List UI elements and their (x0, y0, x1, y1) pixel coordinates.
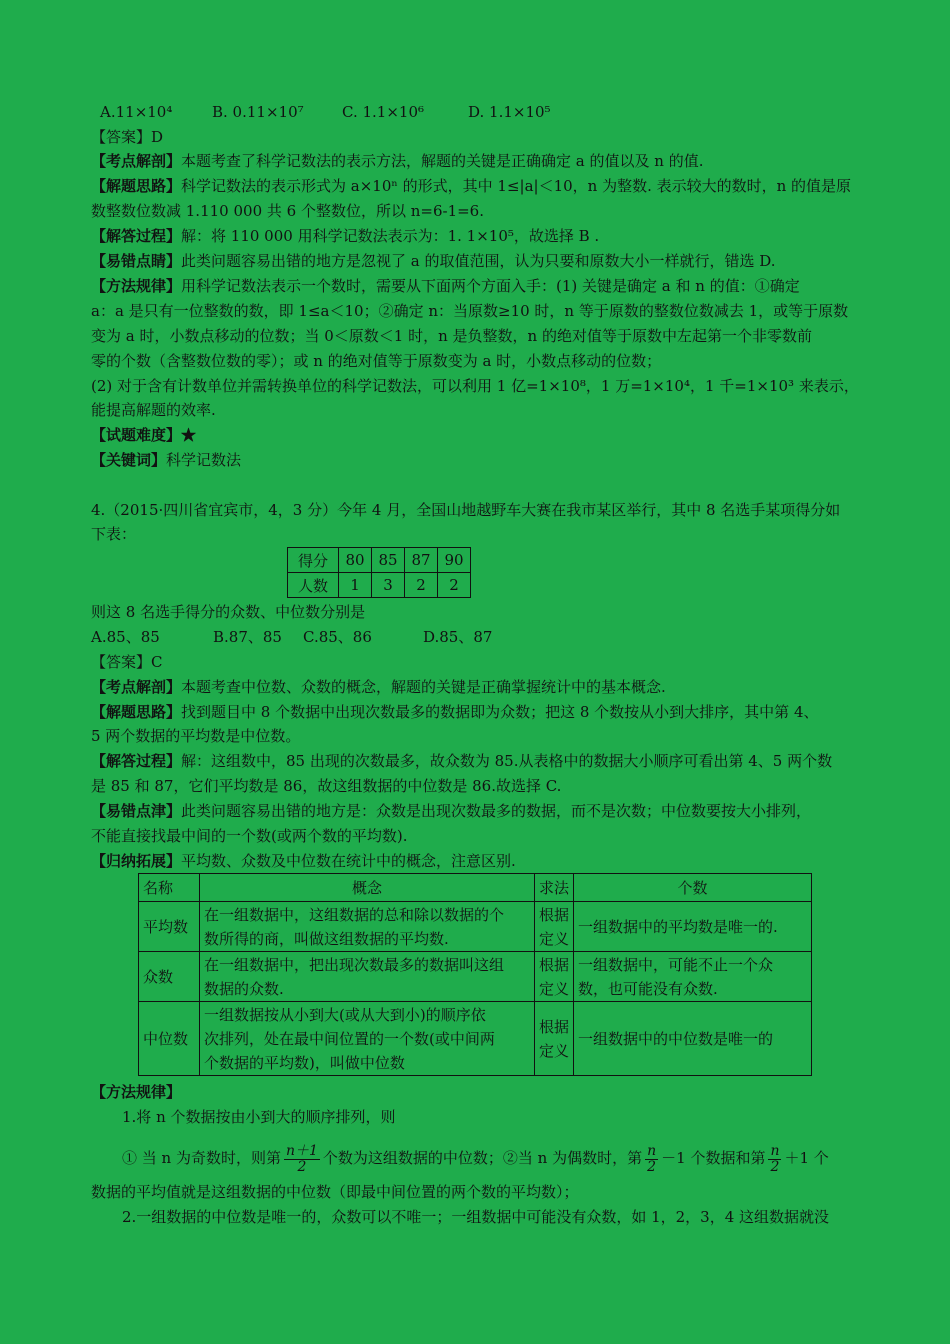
q4-guocheng-line-1: 解：这组数中，85 出现的次数最多，故众数为 85.从表格中的数据大小顺序可看出第 4、5 两个数 (181, 752, 833, 770)
q3-fangfa-line-5: (2) 对于含有计数单位并需转换单位的科学记数法，可以利用 1 亿=1×10⁸，1 万=1×10⁴，1 千=1×10³ 来表示， (91, 377, 859, 395)
fraction-n-over-2 (768, 1144, 781, 1175)
q4-options (91, 625, 861, 649)
table-cell: 人数 (288, 573, 339, 598)
q4-option-c: C.85、86 (303, 628, 372, 646)
q4-kaodian-label: 【考点解剖】 (91, 678, 182, 696)
q4-option-a: A.85、85 (91, 628, 160, 646)
fraction-denominator: 2 (297, 1158, 307, 1175)
q3-yicuo-label: 【易错点睛】 (91, 252, 182, 270)
table-row (139, 952, 812, 1002)
row-count: 一组数据中的平均数是唯一的. (574, 902, 812, 952)
score-table (287, 547, 471, 598)
q4-yicuo-label: 【易错点津】 (91, 802, 182, 820)
q4-option-b: B.87、85 (213, 628, 282, 646)
q3-fangfa-line-4: 零的个数（含整数位数的零）；或 n 的绝对值等于原数变为 a 时，小数点移动的位数； (91, 352, 662, 370)
q4-rule-1b: 数据的平均值就是这组数据的中位数（即最中间位置的两个数的平均数）； (91, 1183, 579, 1201)
q3-option-d: D. 1.1×10⁵ (468, 103, 551, 121)
fraction-numerator: n (770, 1142, 780, 1159)
q3-fangfa-line-2: a：a 是只有一位整数的数，即 1≤a＜10；②确定 n：当原数≥10 时，n 等于原数的整数位数减去 1，或等于原数 (91, 302, 849, 320)
q4-guocheng (91, 749, 861, 773)
q4-silu-line-2: 5 两个数据的平均数是中位数。 (91, 727, 301, 745)
method-line: 定义 (539, 1041, 570, 1060)
method-line: 定义 (539, 929, 570, 948)
header-method: 求法 (535, 874, 574, 902)
q4-fangfa-label: 【方法规律】 (91, 1083, 182, 1101)
q4-option-d: D.85、87 (423, 628, 493, 646)
q3-option-b: B. 0.11×10⁷ (212, 103, 304, 121)
fraction-denominator: 2 (647, 1158, 657, 1175)
method-line: 定义 (539, 979, 570, 998)
q3-difficulty: 【试题难度】★ (91, 426, 197, 444)
q3-silu (91, 174, 861, 198)
table-cell: 2 (438, 573, 471, 598)
table-row (139, 1002, 812, 1076)
q3-yicuo (91, 249, 861, 273)
concept-line: 一组数据按从小到大(或从大到小)的顺序依 (204, 1005, 486, 1024)
q4-question: 则这 8 名选手得分的众数、中位数分别是 (91, 603, 366, 621)
q4-rule-1a (122, 1140, 892, 1176)
q3-fangfa-line-1: 用科学记数法表示一个数时，需要从下面两个方面入手：(1) 关键是确定 a 和 n 的值：①确定 (181, 277, 800, 295)
row-name: 中位数 (139, 1002, 200, 1076)
header-name: 名称 (139, 874, 200, 902)
fraction-denominator: 2 (770, 1158, 780, 1175)
rule-text: 个数为这组数据的中位数；②当 n 为偶数时，第 (322, 1149, 643, 1167)
table-cell: 3 (372, 573, 405, 598)
q3-options (100, 100, 870, 124)
q4-rule-1: 1.将 n 个数据按由小到大的顺序排列，则 (122, 1108, 396, 1126)
fraction-numerator: n (647, 1142, 657, 1159)
q4-guina (91, 849, 861, 873)
concept-line: 数据的众数. (204, 979, 284, 998)
table-cell: 85 (372, 548, 405, 573)
q3-yicuo-text: 此类问题容易出错的地方是忽视了 a 的取值范围，认为只要和原数大小一样就行，错选 D. (181, 252, 776, 270)
row-count: 一组数据中的中位数是唯一的 (574, 1002, 812, 1076)
q4-silu (91, 700, 861, 724)
q3-answer: 【答案】D (91, 128, 164, 146)
table-cell: 80 (339, 548, 372, 573)
row-name: 平均数 (139, 902, 200, 952)
header-concept: 概念 (200, 874, 535, 902)
table-cell: 2 (405, 573, 438, 598)
rule-text: －1 个数据和第 (661, 1149, 766, 1167)
row-count (574, 952, 812, 1002)
q4-stem-line-2: 下表： (91, 525, 137, 543)
q3-keywords-label: 【关键词】 (91, 451, 167, 469)
q3-silu-line-1: 科学记数法的表示形式为 a×10ⁿ 的形式，其中 1≤|a|＜10，n 为整数. 表示较大的数时，n 的值是原 (181, 177, 852, 195)
concept-table (138, 873, 812, 1076)
q4-kaodian-text: 本题考查中位数、众数的概念，解题的关键是正确掌握统计中的基本概念. (181, 678, 666, 696)
q3-silu-line-2: 数整数位数减 1.110 000 共 6 个整数位，所以 n=6-1=6. (91, 202, 484, 220)
count-line: 一组数据中，可能不止一个众 (578, 955, 774, 974)
q4-silu-line-1: 找到题目中 8 个数据中出现次数最多的数据即为众数；把这 8 个数按从小到大排序，其中第 4、 (181, 703, 819, 721)
method-line: 根据 (539, 905, 570, 924)
table-cell: 87 (405, 548, 438, 573)
count-line: 数，也可能没有众数. (578, 979, 718, 998)
concept-line: 数所得的商，叫做这组数据的平均数. (204, 929, 449, 948)
row-concept (200, 952, 535, 1002)
q4-guocheng-line-2: 是 85 和 87，它们平均数是 86，故这组数据的中位数是 86.故选择 C. (91, 777, 562, 795)
q3-fangfa-line-3: 变为 a 时，小数点移动的位数；当 0＜原数＜1 时，n 是负整数，n 的绝对值等于原数中左起第一个非零数前 (91, 327, 812, 345)
q4-answer: 【答案】C (91, 653, 163, 671)
fraction-n-plus-1-over-2 (284, 1144, 320, 1175)
table-cell: 得分 (288, 548, 339, 573)
q4-guocheng-label: 【解答过程】 (91, 752, 182, 770)
q3-kaodian-label: 【考点解剖】 (91, 152, 182, 170)
q3-guocheng-text: 解：将 110 000 用科学记数法表示为：1. 1×10⁵，故选择 B . (181, 227, 600, 245)
q4-kaodian (91, 675, 861, 699)
row-concept (200, 902, 535, 952)
table-header-row (139, 874, 812, 902)
row-name: 众数 (139, 952, 200, 1002)
concept-line: 在一组数据中，这组数据的总和除以数据的个 (204, 905, 505, 924)
q4-rule-2: 2.一组数据的中位数是唯一的，众数可以不唯一；一组数据中可能没有众数，如 1，2，3，4 这组数据就没 (122, 1208, 830, 1226)
fraction-numerator: n＋1 (285, 1142, 318, 1159)
q4-yicuo-line-1: 此类问题容易出错的地方是：众数是出现次数最多的数据，而不是次数；中位数要按大小排列， (181, 802, 812, 820)
concept-line: 个数据的平均数)，叫做中位数 (204, 1053, 405, 1072)
method-line: 根据 (539, 955, 570, 974)
rule-text: ① 当 n 为奇数时，则第 (122, 1149, 281, 1167)
table-cell: 90 (438, 548, 471, 573)
fraction-n-over-2 (645, 1144, 658, 1175)
q3-silu-label: 【解题思路】 (91, 177, 182, 195)
header-count: 个数 (574, 874, 812, 902)
rule-text: ＋1 个 (784, 1149, 829, 1167)
q3-guocheng (91, 224, 861, 248)
q4-yicuo (91, 799, 861, 823)
q3-option-c: C. 1.1×10⁶ (342, 103, 425, 121)
concept-line: 在一组数据中，把出现次数最多的数据叫这组 (204, 955, 505, 974)
q3-keywords (91, 448, 861, 472)
table-row (139, 902, 812, 952)
row-method (535, 952, 574, 1002)
count-row (288, 573, 471, 598)
q4-stem-line-1: 4.（2015·四川省宜宾市，4，3 分）今年 4 月，全国山地越野车大赛在我市某区举行，其中 8 名选手某项得分如 (91, 501, 841, 519)
q4-silu-label: 【解题思路】 (91, 703, 182, 721)
q4-guina-label: 【归纳拓展】 (91, 852, 182, 870)
q3-guocheng-label: 【解答过程】 (91, 227, 182, 245)
row-concept (200, 1002, 535, 1076)
q3-kaodian-text: 本题考查了科学记数法的表示方法，解题的关键是正确确定 a 的值以及 n 的值. (181, 152, 704, 170)
q3-kaodian (91, 149, 861, 173)
score-row (288, 548, 471, 573)
q3-fangfa-label: 【方法规律】 (91, 277, 182, 295)
q3-option-a: A.11×10⁴ (100, 103, 173, 121)
q3-fangfa (91, 274, 861, 298)
concept-line: 次排列，处在最中间位置的一个数(或中间两 (204, 1029, 495, 1048)
row-method (535, 902, 574, 952)
method-line: 根据 (539, 1017, 570, 1036)
q3-fangfa-line-6: 能提高解题的效率. (91, 401, 216, 419)
q3-keywords-text: 科学记数法 (166, 451, 242, 469)
row-method (535, 1002, 574, 1076)
q4-yicuo-line-2: 不能直接找最中间的一个数(或两个数的平均数). (91, 827, 408, 845)
q4-guina-text: 平均数、众数及中位数在统计中的概念，注意区别. (181, 852, 516, 870)
table-cell: 1 (339, 573, 372, 598)
